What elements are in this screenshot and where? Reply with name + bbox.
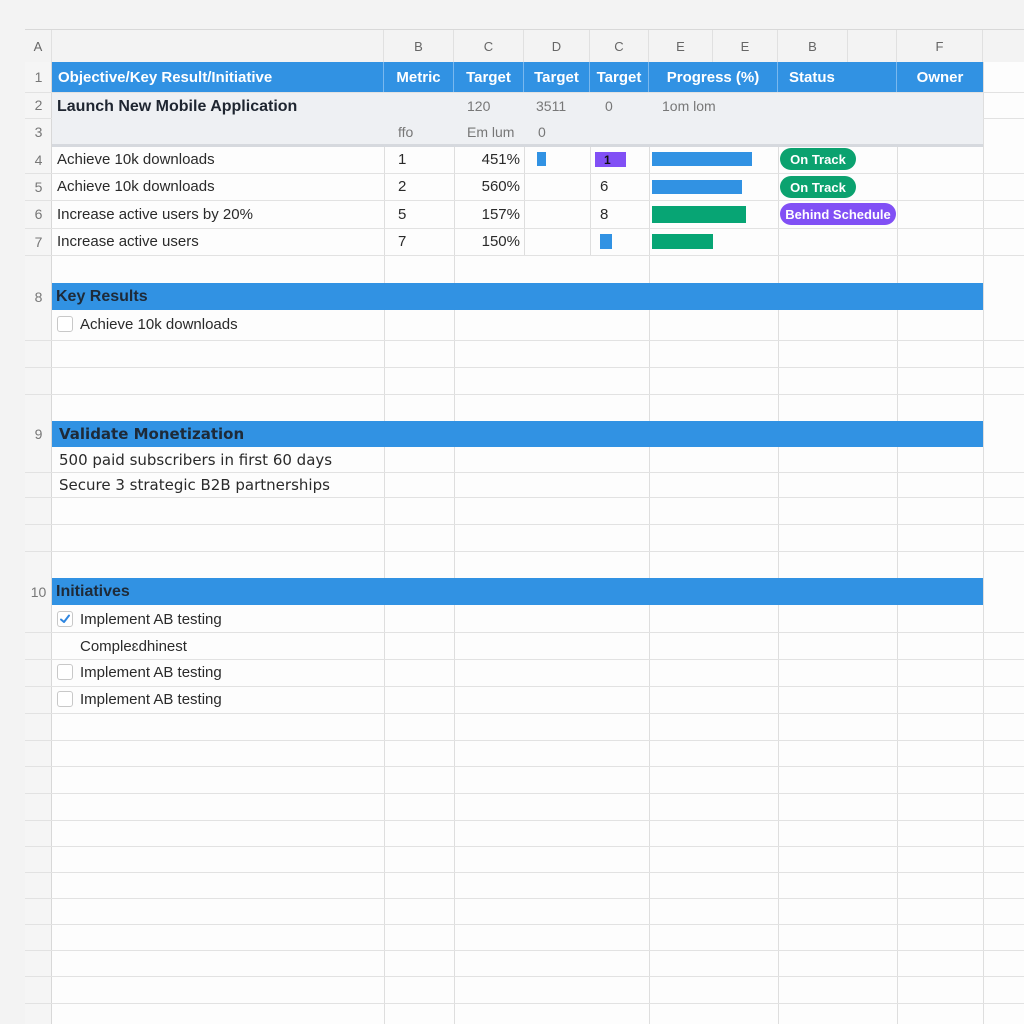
- checklist-item-label[interactable]: Achieve 10k downloads: [80, 316, 238, 333]
- kr-metric[interactable]: 5: [398, 205, 407, 223]
- progress-bar: [652, 152, 752, 166]
- kr-name[interactable]: Achieve 10k downloads: [57, 178, 215, 195]
- grid-line: [25, 524, 1024, 525]
- grid-line: [25, 497, 1024, 498]
- mini-bar: [600, 234, 612, 249]
- kr-name[interactable]: Increase active users: [57, 233, 199, 250]
- row-number[interactable]: 1: [34, 69, 43, 85]
- checkmark-icon: [59, 613, 71, 625]
- column-header-a[interactable]: A: [25, 30, 52, 62]
- checkbox[interactable]: [57, 691, 73, 707]
- status-badge[interactable]: On Track: [780, 148, 856, 170]
- row-number[interactable]: 8: [34, 288, 43, 305]
- kr-name[interactable]: Increase active users by 20%: [57, 205, 253, 223]
- kr-metric[interactable]: 2: [398, 178, 407, 195]
- grid-line: [983, 62, 984, 1024]
- grid-line: [25, 713, 1024, 714]
- objective-target-2[interactable]: 3511: [536, 98, 567, 114]
- checklist-item-label[interactable]: Implement AB testing: [80, 664, 222, 681]
- checkbox[interactable]: [57, 664, 73, 680]
- row-number[interactable]: 9: [34, 426, 43, 442]
- header-metric[interactable]: Metric: [384, 62, 454, 92]
- column-header-b2[interactable]: B: [778, 30, 848, 62]
- grid-line: [25, 976, 1024, 977]
- section-title[interactable]: Key Results: [56, 287, 148, 305]
- checklist-item-label[interactable]: Compleɛdhinest: [80, 637, 187, 655]
- mini-bar: [537, 152, 546, 166]
- row-number[interactable]: 4: [34, 151, 43, 168]
- status-badge[interactable]: Behind Schedule: [780, 203, 896, 225]
- column-header-blank[interactable]: [848, 30, 897, 62]
- column-header-f[interactable]: F: [897, 30, 983, 62]
- kr-name[interactable]: Achieve 10k downloads: [57, 151, 215, 168]
- column-header-e[interactable]: E: [649, 30, 713, 62]
- header-target-2[interactable]: Target: [524, 62, 590, 92]
- objective-metric[interactable]: ffo: [398, 124, 414, 140]
- kr-target[interactable]: 451%: [481, 151, 520, 168]
- grid-line: [25, 367, 1024, 368]
- objective-target-2-sub[interactable]: 0: [538, 124, 546, 140]
- kr-target[interactable]: 150%: [481, 233, 520, 250]
- objective-title[interactable]: Launch New Mobile Application: [57, 98, 298, 115]
- column-header-c[interactable]: C: [454, 30, 524, 62]
- header-progress[interactable]: Progress (%): [649, 62, 778, 92]
- section-title[interactable]: Initiatives: [56, 582, 130, 600]
- objective-progress[interactable]: 1om lom: [662, 98, 716, 114]
- list-item[interactable]: 500 paid subscribers in first 60 days: [59, 450, 333, 469]
- kr-value[interactable]: 6: [600, 178, 609, 195]
- section-header-initiatives: [52, 578, 983, 605]
- column-header-a-wide[interactable]: [52, 30, 384, 62]
- grid-line: [25, 551, 1024, 552]
- checklist-item-label[interactable]: Implement AB testing: [80, 691, 222, 708]
- row-number[interactable]: 3: [34, 123, 43, 140]
- grid-line: [25, 394, 1024, 395]
- objective-target-3[interactable]: 0: [605, 98, 613, 114]
- grid-line: [25, 924, 1024, 925]
- checkbox[interactable]: [57, 316, 73, 332]
- header-status[interactable]: Status: [778, 62, 897, 92]
- checklist-item-label[interactable]: Implement AB testing: [80, 610, 222, 628]
- grid-line: [25, 898, 1024, 899]
- header-target-3[interactable]: Target: [590, 62, 649, 92]
- grid-line: [778, 62, 779, 1024]
- grid-line: [25, 846, 1024, 847]
- list-item[interactable]: Secure 3 strategic B2B partnerships: [59, 475, 330, 494]
- grid-line: [25, 820, 1024, 821]
- row-number[interactable]: 10: [30, 583, 47, 600]
- grid-line: [384, 62, 385, 1024]
- kr-value[interactable]: 8: [600, 205, 609, 223]
- column-header-b[interactable]: B: [384, 30, 454, 62]
- section-header-key-results: [52, 283, 983, 310]
- kr-metric[interactable]: 7: [398, 233, 407, 250]
- row-number[interactable]: 5: [34, 178, 43, 195]
- objective-target-1-sub[interactable]: Em lum: [467, 124, 515, 140]
- progress-bar: [652, 206, 746, 223]
- grid-line: [649, 62, 650, 1024]
- header-target-1[interactable]: Target: [454, 62, 524, 92]
- row-number[interactable]: 6: [34, 206, 43, 222]
- column-header-c2[interactable]: C: [590, 30, 649, 62]
- grid-line: [25, 766, 1024, 767]
- checkbox-checked[interactable]: [57, 611, 73, 627]
- grid-line: [897, 62, 898, 1024]
- progress-bar: [652, 234, 713, 249]
- grid-line: [25, 740, 1024, 741]
- header-objective[interactable]: Objective/Key Result/Initiative: [52, 62, 384, 92]
- kr-value-chip[interactable]: 1: [595, 152, 626, 167]
- row-number[interactable]: 2: [34, 97, 43, 113]
- header-owner[interactable]: Owner: [916, 68, 964, 86]
- grid-line: [25, 872, 1024, 873]
- grid-line: [25, 255, 1024, 256]
- kr-target[interactable]: 560%: [481, 178, 520, 195]
- column-header-e2[interactable]: E: [713, 30, 778, 62]
- section-title[interactable]: Validate Monetization: [59, 425, 245, 443]
- status-badge[interactable]: On Track: [780, 176, 856, 198]
- grid-line: [25, 1003, 1024, 1004]
- kr-target[interactable]: 157%: [481, 205, 520, 223]
- grid-line: [25, 950, 1024, 951]
- grid-line: [25, 793, 1024, 794]
- objective-target-1[interactable]: 120: [467, 98, 491, 114]
- kr-metric[interactable]: 1: [398, 151, 407, 168]
- grid-line: [25, 340, 1024, 341]
- progress-bar: [652, 180, 742, 194]
- row-number[interactable]: 7: [34, 233, 43, 250]
- column-header-d[interactable]: D: [524, 30, 590, 62]
